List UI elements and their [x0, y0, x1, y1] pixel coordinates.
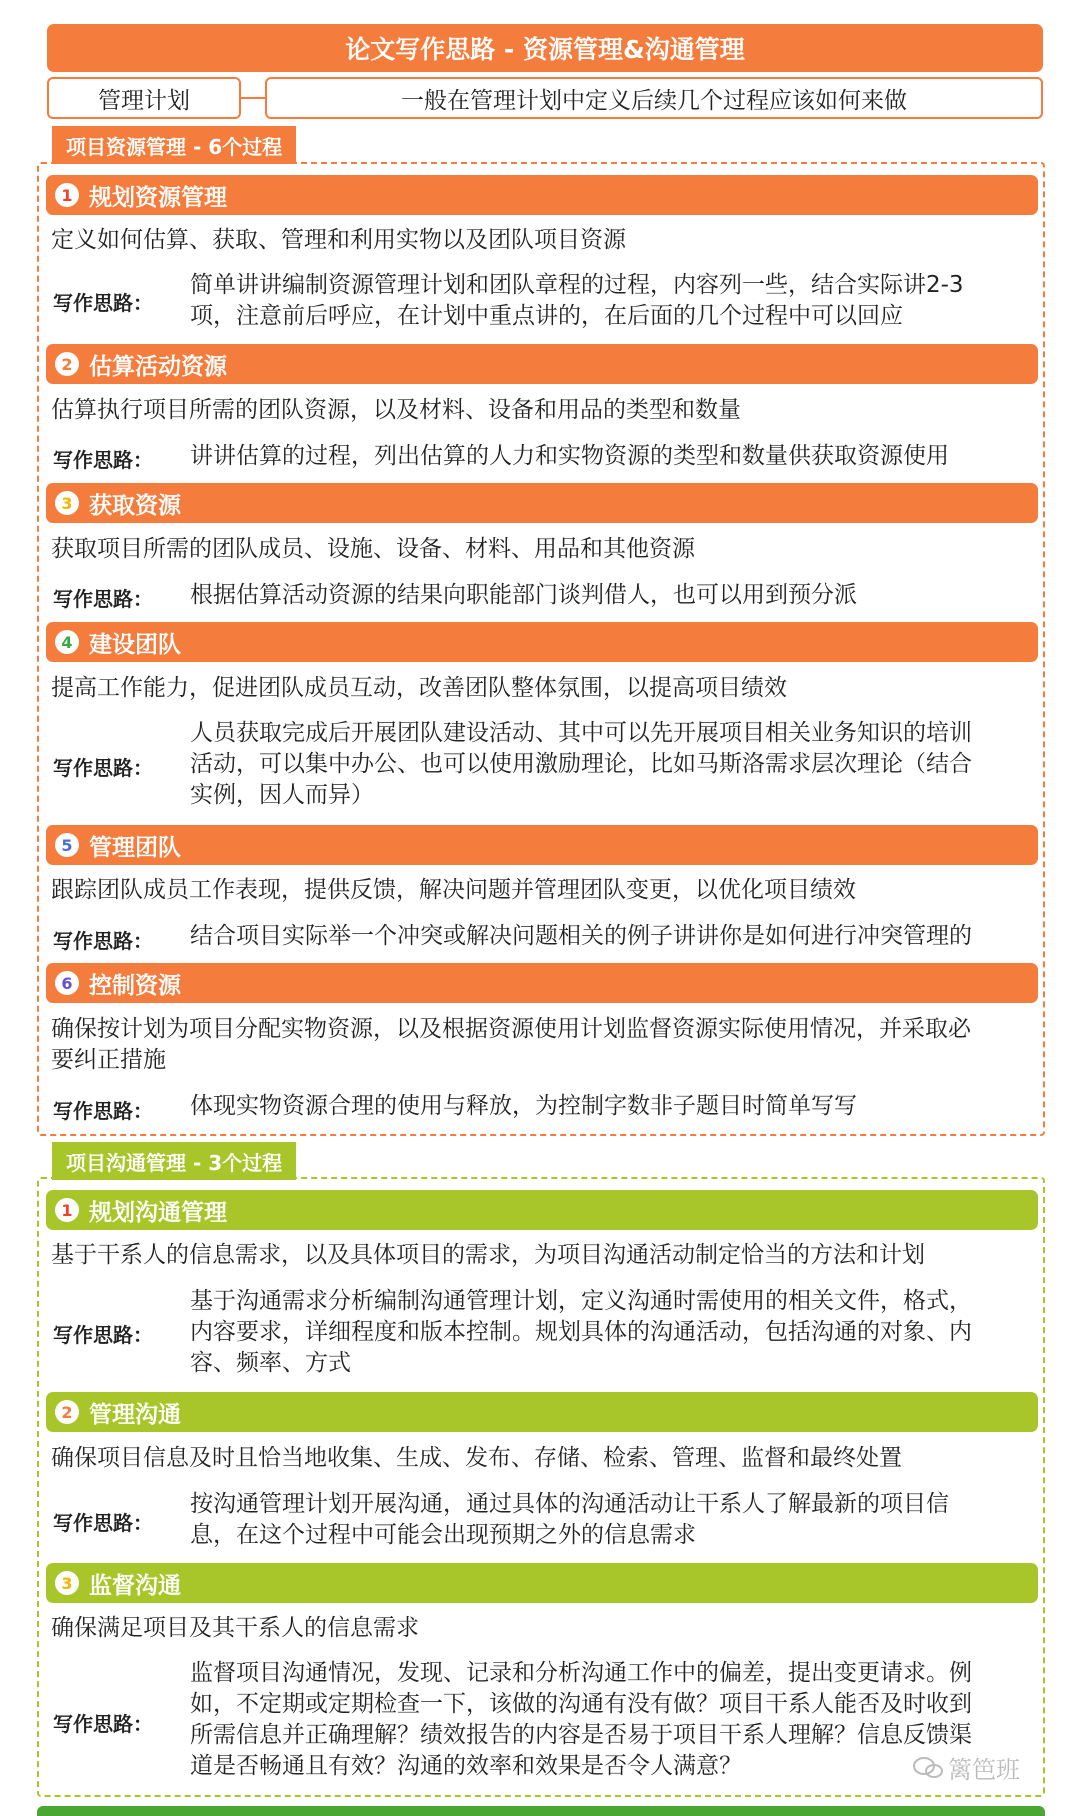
- writing-label: 写作思路：: [53, 291, 153, 315]
- process-description: 定义如何估算、获取、管理和利用实物以及团队项目资源: [51, 227, 626, 253]
- writing-label: 写作思路：: [53, 929, 153, 953]
- plan-connector: [241, 97, 265, 99]
- writing-line: 道是否畅通且有效？沟通的效率和效果是否令人满意？: [190, 1753, 742, 1779]
- writing-line: 根据估算活动资源的结果向职能部门谈判借人，也可以用到预分派: [190, 582, 857, 608]
- writing-label: 写作思路：: [53, 1511, 153, 1535]
- writing-line: 简单讲讲编制资源管理计划和团队章程的过程，内容列一些，结合实际讲2-3: [190, 272, 964, 298]
- writing-line: 如，不定期或定期检查一下，该做的沟通有没有做？项目干系人能否及时收到: [190, 1691, 972, 1717]
- process-header-develop-team: [46, 622, 1038, 662]
- process-header-manage-team: [46, 825, 1038, 865]
- writing-text: [190, 1091, 1035, 1122]
- process-title: 监督沟通: [89, 1572, 181, 1599]
- writing-label: 写作思路：: [53, 587, 153, 611]
- writing-label: 写作思路：: [53, 1099, 153, 1123]
- writing-line: 监督项目沟通情况，发现、记录和分析沟通工作中的偏差，提出变更请求。例: [190, 1660, 972, 1686]
- writing-text: [190, 921, 1035, 952]
- plan-label: 管理计划: [47, 77, 241, 119]
- writing-label: 写作思路：: [53, 1712, 153, 1736]
- process-header-estimate-resources: [46, 344, 1038, 384]
- writing-text: [190, 718, 1035, 811]
- process-description: 确保满足项目及其干系人的信息需求: [51, 1615, 419, 1641]
- number-3-icon: 3: [55, 491, 79, 515]
- watermark: [912, 1750, 1020, 1785]
- writing-line: 实例，因人而异）: [190, 782, 374, 808]
- process-title: 控制资源: [89, 972, 181, 999]
- watermark-text: 篱笆班: [948, 1756, 1020, 1784]
- bottom-strip: [37, 1806, 1045, 1816]
- number-4-icon: 4: [55, 630, 79, 654]
- number-1-icon: 1: [55, 1198, 79, 1222]
- process-description: 基于干系人的信息需求，以及具体项目的需求，为项目沟通活动制定恰当的方法和计划: [51, 1242, 925, 1268]
- writing-text: [190, 1286, 1035, 1379]
- communication-section-label: 项目沟通管理 - 3个过程: [52, 1142, 296, 1180]
- process-title: 管理沟通: [89, 1401, 181, 1428]
- chat-icon: [912, 1756, 944, 1780]
- description-line: 要纠正措施: [51, 1047, 166, 1073]
- writing-line: 活动，可以集中办公、也可以使用激励理论，比如马斯洛需求层次理论（结合: [190, 751, 972, 777]
- process-header-plan-communications: [46, 1190, 1038, 1230]
- process-description: 获取项目所需的团队成员、设施、设备、材料、用品和其他资源: [51, 536, 695, 562]
- process-title: 获取资源: [89, 492, 181, 519]
- process-header-plan-resource: [46, 175, 1038, 215]
- plan-text: 一般在管理计划中定义后续几个过程应该如何来做: [265, 77, 1043, 119]
- writing-line: 基于沟通需求分析编制沟通管理计划，定义沟通时需使用的相关文件，格式，: [190, 1288, 972, 1314]
- writing-line: 体现实物资源合理的使用与释放，为控制字数非子题目时简单写写: [190, 1093, 857, 1119]
- process-header-monitor-communications: [46, 1563, 1038, 1603]
- writing-line: 容、频率、方式: [190, 1350, 351, 1376]
- process-title: 估算活动资源: [89, 353, 227, 380]
- process-title: 规划沟通管理: [89, 1199, 227, 1226]
- writing-line: 讲讲估算的过程，列出估算的人力和实物资源的类型和数量供获取资源使用: [190, 443, 949, 469]
- description-line: 确保按计划为项目分配实物资源，以及根据资源使用计划监督资源实际使用情况，并采取必: [51, 1016, 971, 1042]
- process-header-control-resources: [46, 963, 1038, 1003]
- writing-line: 人员获取完成后开展团队建设活动、其中可以先开展项目相关业务知识的培训: [190, 720, 972, 746]
- process-description: 确保项目信息及时且恰当地收集、生成、发布、存储、检索、管理、监督和最终处置: [51, 1445, 902, 1471]
- process-title: 管理团队: [89, 834, 181, 861]
- process-header-acquire-resources: [46, 483, 1038, 523]
- writing-text: [190, 1658, 1035, 1782]
- process-description: 提高工作能力，促进团队成员互动，改善团队整体氛围，以提高项目绩效: [51, 675, 787, 701]
- number-6-icon: 6: [55, 971, 79, 995]
- process-header-manage-communications: [46, 1392, 1038, 1432]
- number-1-icon: 1: [55, 183, 79, 207]
- writing-line: 息，在这个过程中可能会出现预期之外的信息需求: [190, 1522, 696, 1548]
- number-5-icon: 5: [55, 833, 79, 857]
- writing-line: 结合项目实际举一个冲突或解决问题相关的例子讲讲你是如何进行冲突管理的: [190, 923, 972, 949]
- writing-line: 按沟通管理计划开展沟通，通过具体的沟通活动让干系人了解最新的项目信: [190, 1491, 949, 1517]
- process-description: [51, 1014, 1036, 1076]
- number-2-icon: 2: [55, 352, 79, 376]
- resource-section-label: 项目资源管理 - 6个过程: [52, 126, 296, 164]
- writing-line: 内容要求，详细程度和版本控制。规划具体的沟通活动，包括沟通的对象、内: [190, 1319, 972, 1345]
- writing-text: [190, 441, 1035, 472]
- writing-label: 写作思路：: [53, 1323, 153, 1347]
- writing-line: 所需信息并正确理解？绩效报告的内容是否易于项目干系人理解？信息反馈渠: [190, 1722, 972, 1748]
- process-title: 建设团队: [89, 631, 181, 658]
- process-description: 估算执行项目所需的团队资源，以及材料、设备和用品的类型和数量: [51, 397, 741, 423]
- number-3-icon: 3: [55, 1571, 79, 1595]
- writing-line: 项，注意前后呼应，在计划中重点讲的，在后面的几个过程中可以回应: [190, 303, 903, 329]
- number-2-icon: 2: [55, 1400, 79, 1424]
- process-title: 规划资源管理: [89, 184, 227, 211]
- writing-label: 写作思路：: [53, 756, 153, 780]
- page-title: 论文写作思路 - 资源管理&沟通管理: [47, 24, 1043, 72]
- process-description: 跟踪团队成员工作表现，提供反馈，解决问题并管理团队变更，以优化项目绩效: [51, 877, 856, 903]
- writing-label: 写作思路：: [53, 448, 153, 472]
- writing-text: [190, 270, 1035, 332]
- writing-text: [190, 580, 1035, 611]
- writing-text: [190, 1489, 1035, 1551]
